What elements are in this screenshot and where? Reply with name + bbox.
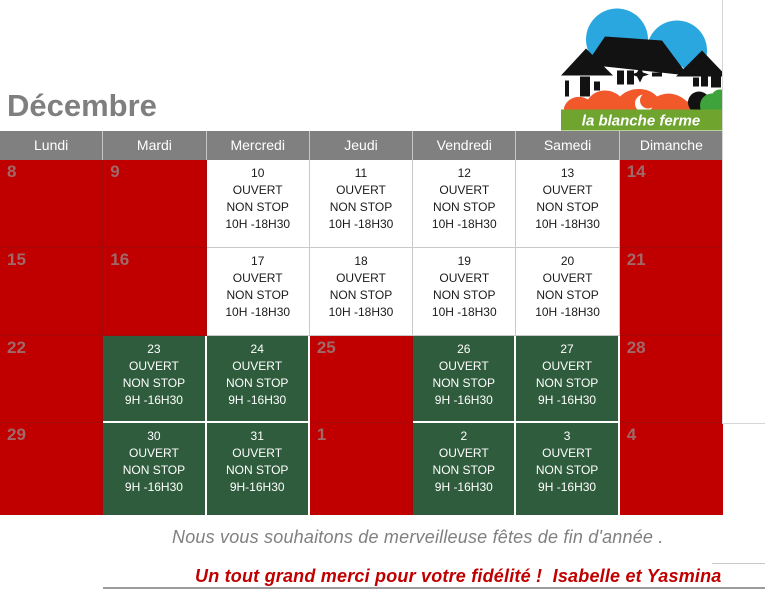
footer-wishes-text: Nous vous souhaitons de merveilleuse fêtes de fin d'année . xyxy=(172,527,664,547)
open-label: OUVERT xyxy=(542,183,593,197)
open-label: OUVERT xyxy=(542,446,592,460)
hours-label: 9H -16H30 xyxy=(228,393,287,407)
nonstop-label: NON STOP xyxy=(225,376,289,390)
open-label: OUVERT xyxy=(439,183,490,197)
calendar-cell-3-open xyxy=(516,423,619,515)
calendar-cell-12-open xyxy=(413,160,516,248)
open-label: OUVERT xyxy=(232,446,283,460)
open-cell-lines xyxy=(310,160,412,233)
open-cell-lines xyxy=(207,248,309,321)
open-label: OUVERT xyxy=(232,183,283,197)
calendar-cell-24-open xyxy=(207,336,310,423)
nonstop-label: NON STOP xyxy=(433,288,496,302)
date-label: 24 xyxy=(250,342,264,356)
nonstop-label: NON STOP xyxy=(225,463,289,477)
open-cell-lines xyxy=(413,248,515,321)
hours-label: 9H -16H30 xyxy=(124,393,183,407)
calendar-cell-23-open xyxy=(103,336,206,423)
hours-label: 9H -16H30 xyxy=(124,480,183,494)
calendar-grid xyxy=(0,160,723,515)
date-label: 8 xyxy=(7,162,17,181)
date-label: 27 xyxy=(560,342,574,356)
nonstop-label: NON STOP xyxy=(432,463,496,477)
hours-label: 10H -18H30 xyxy=(328,217,394,231)
date-label: 31 xyxy=(250,429,264,443)
date-label: 25 xyxy=(316,338,336,357)
date-label: 22 xyxy=(7,338,26,357)
open-label: OUVERT xyxy=(542,271,593,285)
open-cell-lines xyxy=(413,336,514,409)
open-label: OUVERT xyxy=(129,359,179,373)
date-label: 14 xyxy=(626,162,646,181)
date-label: 16 xyxy=(110,250,130,269)
date-label: 12 xyxy=(457,166,471,180)
nonstop-label: NON STOP xyxy=(536,288,599,302)
footer-thanks-text: Un tout grand merci pour votre fidélité ! Isabelle et Yasmina xyxy=(195,566,722,586)
date-label: 3 xyxy=(563,429,571,443)
nonstop-label: NON STOP xyxy=(122,463,186,477)
calendar-cell-18-open xyxy=(310,248,413,336)
date-label: 2 xyxy=(460,429,468,443)
page-edge-line-vertical xyxy=(722,0,723,424)
day-header-mercredi: Mercredi xyxy=(207,131,310,160)
farm-logo xyxy=(560,2,723,131)
calendar-cell-2-open xyxy=(413,423,516,515)
open-cell-lines xyxy=(207,160,309,233)
open-cell-lines xyxy=(516,336,617,409)
nonstop-label: NON STOP xyxy=(535,376,599,390)
open-cell-lines xyxy=(310,248,412,321)
hours-label: 10H -18H30 xyxy=(431,217,497,231)
open-cell-lines xyxy=(413,423,514,496)
hours-label: 9H -16H30 xyxy=(538,480,597,494)
calendar-cell-14-closed xyxy=(620,160,723,248)
calendar-cell-13-open xyxy=(516,160,619,248)
calendar-cell-1-closed xyxy=(310,423,413,515)
day-header-jeudi: Jeudi xyxy=(310,131,413,160)
open-label: OUVERT xyxy=(542,359,592,373)
open-cell-lines xyxy=(516,423,617,496)
calendar-cell-26-open xyxy=(413,336,516,423)
calendar-cell-21-closed xyxy=(620,248,723,336)
farm-logo-icon xyxy=(560,2,723,131)
hours-label: 10H -18H30 xyxy=(225,305,291,319)
date-label: 29 xyxy=(7,425,26,444)
calendar-cell-28-closed xyxy=(620,336,723,423)
calendar-cell-16-closed xyxy=(103,248,206,336)
date-label: 15 xyxy=(7,250,26,269)
calendar-cell-8-closed xyxy=(0,160,103,248)
calendar-cell-17-open xyxy=(207,248,310,336)
open-label: OUVERT xyxy=(129,446,179,460)
calendar-cell-25-closed xyxy=(310,336,413,423)
nonstop-label: NON STOP xyxy=(226,200,289,214)
date-label: 9 xyxy=(110,162,120,181)
calendar-cell-31-open xyxy=(207,423,310,515)
date-label: 21 xyxy=(626,250,646,269)
calendar-cell-22-closed xyxy=(0,336,103,423)
day-header-mardi: Mardi xyxy=(103,131,206,160)
nonstop-label: NON STOP xyxy=(122,376,186,390)
nonstop-label: NON STOP xyxy=(536,200,599,214)
open-cell-lines xyxy=(516,248,618,321)
hours-label: 10H -18H30 xyxy=(431,305,497,319)
nonstop-label: NON STOP xyxy=(432,376,496,390)
date-label: 28 xyxy=(626,338,646,357)
day-header-lundi: Lundi xyxy=(0,131,103,160)
calendar-cell-29-closed xyxy=(0,423,103,515)
open-label: OUVERT xyxy=(438,446,489,460)
date-label: 19 xyxy=(457,254,471,268)
nonstop-label: NON STOP xyxy=(535,463,599,477)
open-cell-lines xyxy=(516,160,618,233)
day-header-samedi: Samedi xyxy=(516,131,619,160)
nonstop-label: NON STOP xyxy=(329,200,393,214)
logo-banner-text: la blanche ferme xyxy=(581,112,701,130)
hours-label: 10H -18H30 xyxy=(328,305,394,319)
date-label: 13 xyxy=(560,166,575,180)
open-label: OUVERT xyxy=(336,271,386,285)
calendar-cell-20-open xyxy=(516,248,619,336)
calendar-cell-15-closed xyxy=(0,248,103,336)
calendar-cell-4-closed xyxy=(620,423,723,515)
hours-label: 9H -16H30 xyxy=(538,393,597,407)
open-label: OUVERT xyxy=(232,359,283,373)
page-edge-line-horizontal xyxy=(722,423,765,424)
date-label: 4 xyxy=(626,425,637,444)
hours-label: 9H -16H30 xyxy=(434,393,493,407)
open-label: OUVERT xyxy=(336,183,386,197)
open-cell-lines xyxy=(207,336,308,409)
calendar-cell-27-open xyxy=(516,336,619,423)
open-label: OUVERT xyxy=(438,359,489,373)
calendar-cell-10-open xyxy=(207,160,310,248)
day-header-vendredi: Vendredi xyxy=(413,131,516,160)
hours-label: 10H -18H30 xyxy=(535,305,600,319)
hours-label: 9H -16H30 xyxy=(434,480,493,494)
open-label: OUVERT xyxy=(232,271,283,285)
date-label: 1 xyxy=(316,425,327,444)
open-cell-lines xyxy=(413,160,515,233)
page-title: Décembre xyxy=(7,88,157,123)
hours-label: 10H -18H30 xyxy=(225,217,291,231)
date-label: 10 xyxy=(251,166,265,180)
calendar-cell-30-open xyxy=(103,423,206,515)
calendar-cell-19-open xyxy=(413,248,516,336)
calendar-table xyxy=(0,131,723,515)
calendar-header-row xyxy=(0,131,723,160)
open-cell-lines xyxy=(103,336,204,409)
open-cell-lines xyxy=(103,423,204,496)
nonstop-label: NON STOP xyxy=(433,200,496,214)
calendar-cell-11-open xyxy=(310,160,413,248)
open-label: OUVERT xyxy=(439,271,490,285)
nonstop-label: NON STOP xyxy=(226,288,289,302)
hours-label: 9H-16H30 xyxy=(229,480,285,494)
date-label: 30 xyxy=(147,429,161,443)
date-label: 20 xyxy=(560,254,575,268)
open-cell-lines xyxy=(207,423,308,496)
date-label: 26 xyxy=(457,342,471,356)
date-label: 17 xyxy=(251,254,265,268)
date-label: 11 xyxy=(354,166,368,180)
hours-label: 10H -18H30 xyxy=(535,217,600,231)
day-header-dimanche: Dimanche xyxy=(639,137,703,153)
page-bottom-line xyxy=(103,587,765,589)
page-edge-line-mid xyxy=(712,563,765,564)
date-label: 18 xyxy=(354,254,368,268)
calendar-cell-9-closed xyxy=(103,160,206,248)
date-label: 23 xyxy=(147,342,161,356)
nonstop-label: NON STOP xyxy=(329,288,393,302)
